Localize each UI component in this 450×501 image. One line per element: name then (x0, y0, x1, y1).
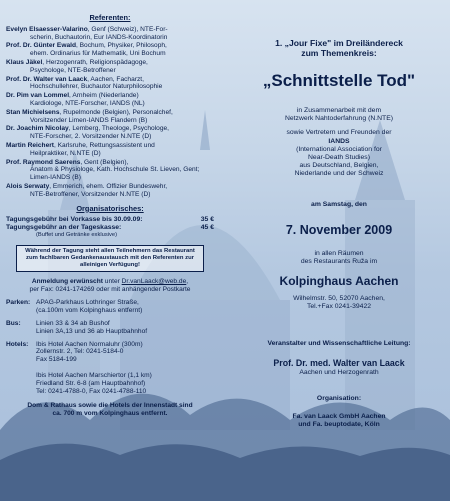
hotel-line: Friedland Str. 6-8 (am Hauptbahnhof) (36, 379, 146, 387)
referent-desc: Heilpraktiker, N.NTE (D) (30, 149, 101, 157)
referent-item (6, 76, 214, 92)
iands-line: Niederlande und der Schweiz (294, 170, 384, 178)
iands-text (234, 129, 444, 178)
organisatorisches-heading: Organisatorisches: (76, 203, 144, 213)
location-line: des Restaurants Ruža im (300, 258, 378, 266)
venue-address (234, 295, 444, 311)
distance-note-line: Dom & Rathaus sowie die Hotels der Innenstadt sind (27, 402, 193, 410)
referent-desc: , Aachen, Facharzt, (87, 75, 144, 83)
fee-note: (Buffet und Getränke exklusive) (36, 232, 118, 239)
bus-line: Linien 33 & 34 ab Bushof (36, 319, 110, 327)
parken-label: Parken: (6, 299, 31, 307)
referent-name: Martin Reichert (6, 141, 54, 149)
referent-name: Dr. Pim van Lommel (6, 92, 70, 100)
fee-advance-value: 35 € (200, 216, 214, 224)
right-column (234, 2, 444, 430)
hotel-line: Tel: 0241-4788-0, Fax 0241-4788-110 (36, 387, 147, 395)
organizer-heading: Veranstalter und Wissenschaftliche Leitung: (267, 339, 411, 347)
parken-line: (ca.100m vom Kolpinghaus entfernt) (36, 307, 143, 315)
restaurant-notice-box: Während der Tagung steht allen Teilnehmern das Restaurant zum fachlbaren Gedankenaustausch mit den Referenten zur alleinigen Verfügung! (16, 245, 204, 272)
referent-name: Klaus Jäkel (6, 58, 43, 66)
hotel-line: Zollernstr. 2, Tel: 0241-5184-0 (36, 348, 124, 356)
distance-note-line: ca. 700 m vom Kolpinghaus entfernt. (52, 410, 168, 418)
referent-desc: , Karlsruhe, Rettungsassistent und (54, 141, 155, 149)
organisation-names (234, 413, 444, 429)
referent-name: Alois Serwaty (6, 182, 50, 190)
referent-desc: , Gent (Belgien), (80, 158, 129, 166)
event-date: 7. November 2009 (285, 222, 393, 237)
referent-name: Prof. Dr. Walter van Laack (6, 75, 88, 83)
referent-desc: , Emmerich, ehem. Offizier Bundeswehr, (49, 182, 168, 190)
registration-comma: , (186, 278, 189, 286)
organisation-line: und Fa. beuptodate, Köln (298, 421, 380, 429)
cooperation-line: in Zusammenarbeit mit dem (296, 107, 382, 114)
referent-desc: Kardiologe, NTE-Forscher, IANDS (NL) (30, 99, 145, 107)
distance-note (6, 402, 214, 418)
registration-fax: per Fax: 0241-174269 oder mit anhängender Postkarte (29, 286, 191, 294)
iands-line: aus Deutschland, Belgien, (299, 162, 379, 170)
referent-desc: NTE-Forscher, 2. Vorsitzender N.NTE (D) (30, 133, 152, 141)
referent-name: Evelyn Elsaesser-Valarino (6, 25, 88, 33)
hotels-label: Hotels: (6, 340, 29, 348)
event-subtitle-line: 1. „Jour Fixe" im Dreiländereck (275, 38, 403, 48)
referent-name: Prof. Raymond Saerens (6, 158, 81, 166)
cooperation-line: Netzwerk Nahtoderfahrung (N.NTE) (284, 115, 394, 123)
referent-item (6, 159, 214, 182)
iands-line: sowie Vertretern und Freunden der (286, 129, 392, 137)
date-prefix: am Samstag, den (311, 200, 367, 208)
referenten-heading: Referenten: (89, 13, 131, 22)
iands-name: IANDS (328, 137, 350, 145)
hotels-row (6, 341, 214, 396)
address-line: Wilhelmstr. 50, 52070 Aachen, (293, 295, 385, 303)
referent-desc: scherin, Buchautorin, Eur IANDS-Koordinatorin (30, 33, 168, 41)
referent-item (6, 183, 214, 199)
iands-line: Near-Death Studies) (308, 154, 370, 162)
email-link[interactable]: Dr.vanLaack@web.de (121, 278, 187, 286)
referent-desc: , Lemberg, Theologe, Psychologe, (68, 125, 169, 133)
fee-advance (6, 216, 214, 224)
fee-door (6, 224, 214, 232)
location-line: in allen Räumen (314, 249, 364, 257)
referent-desc: Vorsitzender Limen-IANDS Flandern (B) (30, 116, 148, 124)
venue-name: Kolpinghaus Aachen (279, 274, 399, 289)
referent-desc: , Herzogenrath, Religionspädagoge, (42, 58, 148, 66)
event-title: „Schnittstelle Tod" (262, 71, 416, 90)
event-subtitle (234, 38, 444, 58)
referent-desc: , Rupelmonde (Belgien), Personalchef, (59, 108, 173, 116)
referent-item (6, 42, 214, 58)
referent-item (6, 109, 214, 125)
registration-label: Anmeldung erwünscht (31, 278, 103, 286)
referent-desc: Psychologe, NTE-Betroffener (30, 66, 116, 74)
left-column (6, 2, 214, 418)
referent-desc: , Genf (Schweiz), NTE-For- (87, 25, 168, 33)
referent-desc: ehem. Ordinarius für Mathematik, Uni Bochum (30, 50, 166, 58)
referent-desc: Hochschullehrer, Buchautor Naturphilosophie (30, 83, 163, 91)
referent-name: Dr. Joachim Nicolay (6, 125, 69, 133)
event-subtitle-line: zum Themenkreis: (301, 48, 377, 58)
referent-desc: , Bochum, Physiker, Philosoph, (75, 42, 167, 50)
referent-item (6, 92, 214, 108)
fee-advance-label: Tagungsgebühr bei Vorkasse bis 30.09.09: (6, 216, 143, 224)
hotel-line: Ibis Hotel Aachen Marschiertor (1,1 km) (36, 371, 152, 379)
parken-line: APAG-Parkhaus Lothringer Straße, (36, 299, 139, 307)
referent-desc: Anatom & Physiologe, Kath. Hochschule St. Lieven, Gent; Limen-IANDS (B) (30, 166, 200, 182)
address-line: Tel.+Fax 0241-39422 (306, 303, 372, 311)
referent-desc: , Arnheim (Niederlande) (69, 92, 139, 100)
bus-row (6, 320, 214, 336)
referent-item (6, 142, 214, 158)
referent-name: Prof. Dr. Günter Ewald (6, 42, 76, 50)
cooperation-text (234, 107, 444, 123)
referent-name: Stan Michielsens (6, 108, 60, 116)
hotel-line: Fax 5184-199 (36, 356, 77, 364)
parken-row (6, 299, 214, 315)
referent-desc: NTE-Betroffener, Vorsitzender N.NTE (D) (30, 190, 151, 198)
organisation-heading: Organisation: (316, 395, 362, 403)
organisation-line: Fa. van Laack GmbH Aachen (292, 413, 386, 421)
fee-door-label: Tagungsgebühr an der Tageskasse: (6, 224, 122, 232)
organizer-name: Prof. Dr. med. Walter van Laack (273, 357, 405, 368)
iands-line: (International Association for (296, 145, 382, 153)
fee-door-value: 45 € (200, 224, 214, 232)
bus-line: Linien 3A,13 und 36 ab Hauptbahnhof (36, 327, 148, 335)
referent-item (6, 59, 214, 75)
registration-info (6, 278, 214, 294)
registration-text: unter (102, 278, 122, 286)
referent-item (6, 26, 214, 42)
location-text (234, 250, 444, 266)
referent-item (6, 125, 214, 141)
hotel-line: Ibis Hotel Aachen Normaluhr (300m) (36, 340, 143, 348)
bus-label: Bus: (6, 319, 21, 327)
organizer-location: Aachen und Herzogenrath (299, 368, 379, 376)
